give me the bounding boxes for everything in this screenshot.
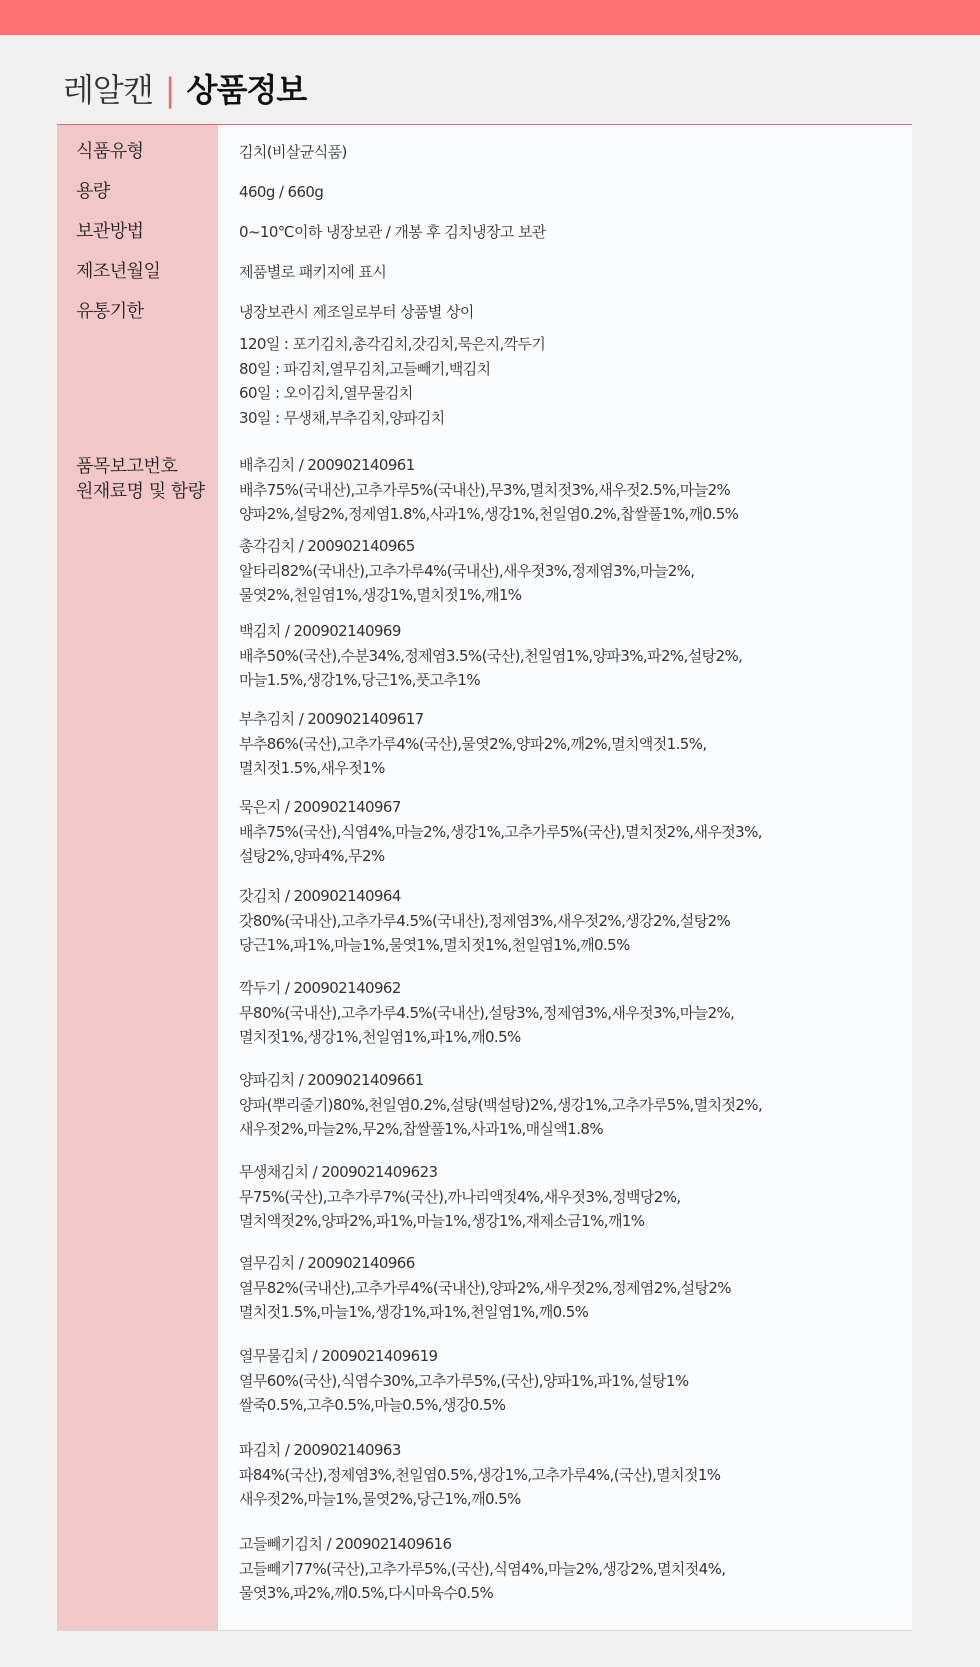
product-block: [239, 707, 707, 781]
product-title: 양파김치 / 2009021409661: [239, 1071, 424, 1089]
product-ingredients-line: 물엿3%,파2%,깨0.5%,다시마육수0.5%: [239, 1584, 494, 1602]
product-block: [239, 1344, 689, 1418]
title-separator: |: [164, 71, 175, 109]
label-capacity: 용량: [76, 181, 110, 202]
product-ingredients-line: 당근1%,파1%,마늘1%,물엿1%,멸치젓1%,천일염1%,깨0.5%: [239, 936, 630, 954]
label-food-type: 식품유형: [76, 141, 144, 162]
product-block: [239, 1438, 720, 1512]
product-ingredients-line: 물엿2%,천일염1%,생강1%,멸치젓1%,깨1%: [239, 586, 522, 604]
product-ingredients-line: 열무82%(국내산),고추가루4%(국내산),양파2%,새우젓2%,정제염2%,설탕2%: [239, 1278, 731, 1297]
product-block: [239, 795, 762, 869]
value-capacity: 460g / 660g: [239, 183, 324, 201]
value-expiry: 냉장보관시 제조일로부터 상품별 상이: [239, 303, 474, 321]
product-ingredients-line: 무80%(국내산),고추가루4.5%(국내산),설탕3%,정제염3%,새우젓3%,마늘2%,: [239, 1003, 735, 1022]
product-block: [239, 619, 742, 693]
product-ingredients-line: 마늘1.5%,생강1%,당근1%,풋고추1%: [239, 671, 481, 689]
product-title: 열무김치 / 200902140966: [239, 1254, 415, 1272]
product-ingredients-line: 양파(뿌리줄기)80%,천일염0.2%,설탕(백설탕)2%,생강1%,고추가루5%,멸치젓2%,: [239, 1095, 763, 1114]
label-column: [57, 125, 218, 1630]
product-ingredients-line: 멸치액젓2%,양파2%,파1%,마늘1%,생강1%,재제소금1%,깨1%: [239, 1212, 645, 1230]
product-ingredients-line: 열무60%(국산),식염수30%,고추가루5%,(국산),양파1%,파1%,설탕1%: [239, 1371, 689, 1390]
product-ingredients-line: 배추50%(국산),수분34%,정제염3.5%(국산),천일염1%,양파3%,파2%,설탕2%,: [239, 646, 743, 665]
product-title: 갓김치 / 200902140964: [239, 887, 401, 905]
product-ingredients-line: 부추86%(국산),고추가루4%(국산),물엿2%,양파2%,깨2%,멸치액젓1.5%,: [239, 734, 707, 753]
product-title: 파김치 / 200902140963: [239, 1441, 401, 1459]
shelf-life-item: 60일 : 오이김치,열무물김치: [239, 384, 413, 402]
product-ingredients-line: 멸치젓1.5%,새우젓1%: [239, 759, 385, 777]
product-title: 무생채김치 / 2009021409623: [239, 1163, 438, 1181]
product-block: [239, 1068, 762, 1142]
label-storage: 보관방법: [76, 221, 144, 242]
product-ingredients-line: 알타리82%(국내산),고추가루4%(국내산),새우젓3%,정제염3%,마늘2%,: [239, 561, 695, 580]
label-report-number: 품목보고번호: [76, 456, 178, 477]
product-ingredients-line: 배추75%(국내산),고추가루5%(국내산),무3%,멸치젓3%,새우젓2.5%,마늘2%: [239, 480, 731, 499]
product-ingredients-line: 배추75%(국산),식염4%,마늘2%,생강1%,고추가루5%(국산),멸치젓2%,새우젓3%,: [239, 822, 762, 841]
product-block: [239, 453, 738, 527]
product-block: [239, 1532, 725, 1606]
page-title: [63, 70, 306, 110]
product-ingredients-line: 무75%(국산),고추가루7%(국산),까나리액젓4%,새우젓3%,정백당2%,: [239, 1187, 681, 1206]
product-ingredients-line: 멸치젓1%,생강1%,천일염1%,파1%,깨0.5%: [239, 1028, 521, 1046]
product-title: 부추김치 / 2009021409617: [239, 710, 424, 728]
product-ingredients-line: 갓80%(국내산),고추가루4.5%(국내산),정제염3%,새우젓2%,생강2%,설탕2%: [239, 911, 731, 930]
top-accent-bar: [0, 0, 980, 35]
product-title: 고들빼기김치 / 2009021409616: [239, 1535, 452, 1553]
product-ingredients-line: 쌀죽0.5%,고추0.5%,마늘0.5%,생강0.5%: [239, 1396, 506, 1414]
product-ingredients-line: 파84%(국산),정제염3%,천일염0.5%,생강1%,고추가루4%,(국산),멸치젓1%: [239, 1465, 721, 1484]
value-manufacture-date: 제품별로 패키지에 표시: [239, 263, 387, 281]
section-title: 상품정보: [186, 71, 307, 109]
shelf-life-item: 80일 : 파김치,열무김치,고들빼기,백김치: [239, 359, 491, 378]
product-ingredients-line: 새우젓2%,마늘2%,무2%,찹쌀풀1%,사과1%,매실액1.8%: [239, 1120, 603, 1138]
product-block: [239, 534, 694, 608]
product-title: 배추김치 / 200902140961: [239, 456, 415, 474]
product-title: 열무물김치 / 2009021409619: [239, 1347, 438, 1365]
label-expiry: 유통기한: [76, 301, 144, 322]
product-ingredients-line: 멸치젓1.5%,마늘1%,생강1%,파1%,천일염1%,깨0.5%: [239, 1303, 589, 1321]
product-title: 백김치 / 200902140969: [239, 622, 401, 640]
product-block: [239, 976, 734, 1050]
product-ingredients-line: 고들빼기77%(국산),고추가루5%,(국산),식염4%,마늘2%,생강2%,멸치젓4%,: [239, 1559, 726, 1578]
product-block: [239, 1251, 731, 1325]
product-ingredients-line: 양파2%,설탕2%,정제염1.8%,사과1%,생강1%,천일염0.2%,찹쌀풀1%,깨0.5%: [239, 505, 739, 523]
product-ingredients-line: 설탕2%,양파4%,무2%: [239, 847, 385, 865]
product-info-table: [57, 124, 912, 1631]
value-food-type: 김치(비살균식품): [239, 143, 347, 161]
product-title: 깍두기 / 200902140962: [239, 979, 401, 997]
label-manufacture-date: 제조년월일: [76, 261, 161, 282]
product-ingredients-line: 새우젓2%,마늘1%,물엿2%,당근1%,깨0.5%: [239, 1490, 521, 1508]
product-block: [239, 1160, 681, 1234]
value-storage: 0~10℃이하 냉장보관 / 개봉 후 김치냉장고 보관: [239, 223, 546, 241]
label-ingredients: 원재료명 및 함량: [76, 481, 205, 502]
brand-name: 레알캔: [63, 71, 153, 109]
product-block: [239, 884, 730, 958]
shelf-life-item: 120일 : 포기김치,총각김치,갓김치,묵은지,깍두기: [239, 335, 546, 353]
product-title: 총각김치 / 200902140965: [239, 537, 415, 555]
product-title: 묵은지 / 200902140967: [239, 798, 401, 816]
shelf-life-item: 30일 : 무생채,부추김치,양파김치: [239, 408, 445, 427]
shelf-life-list: [239, 332, 545, 430]
